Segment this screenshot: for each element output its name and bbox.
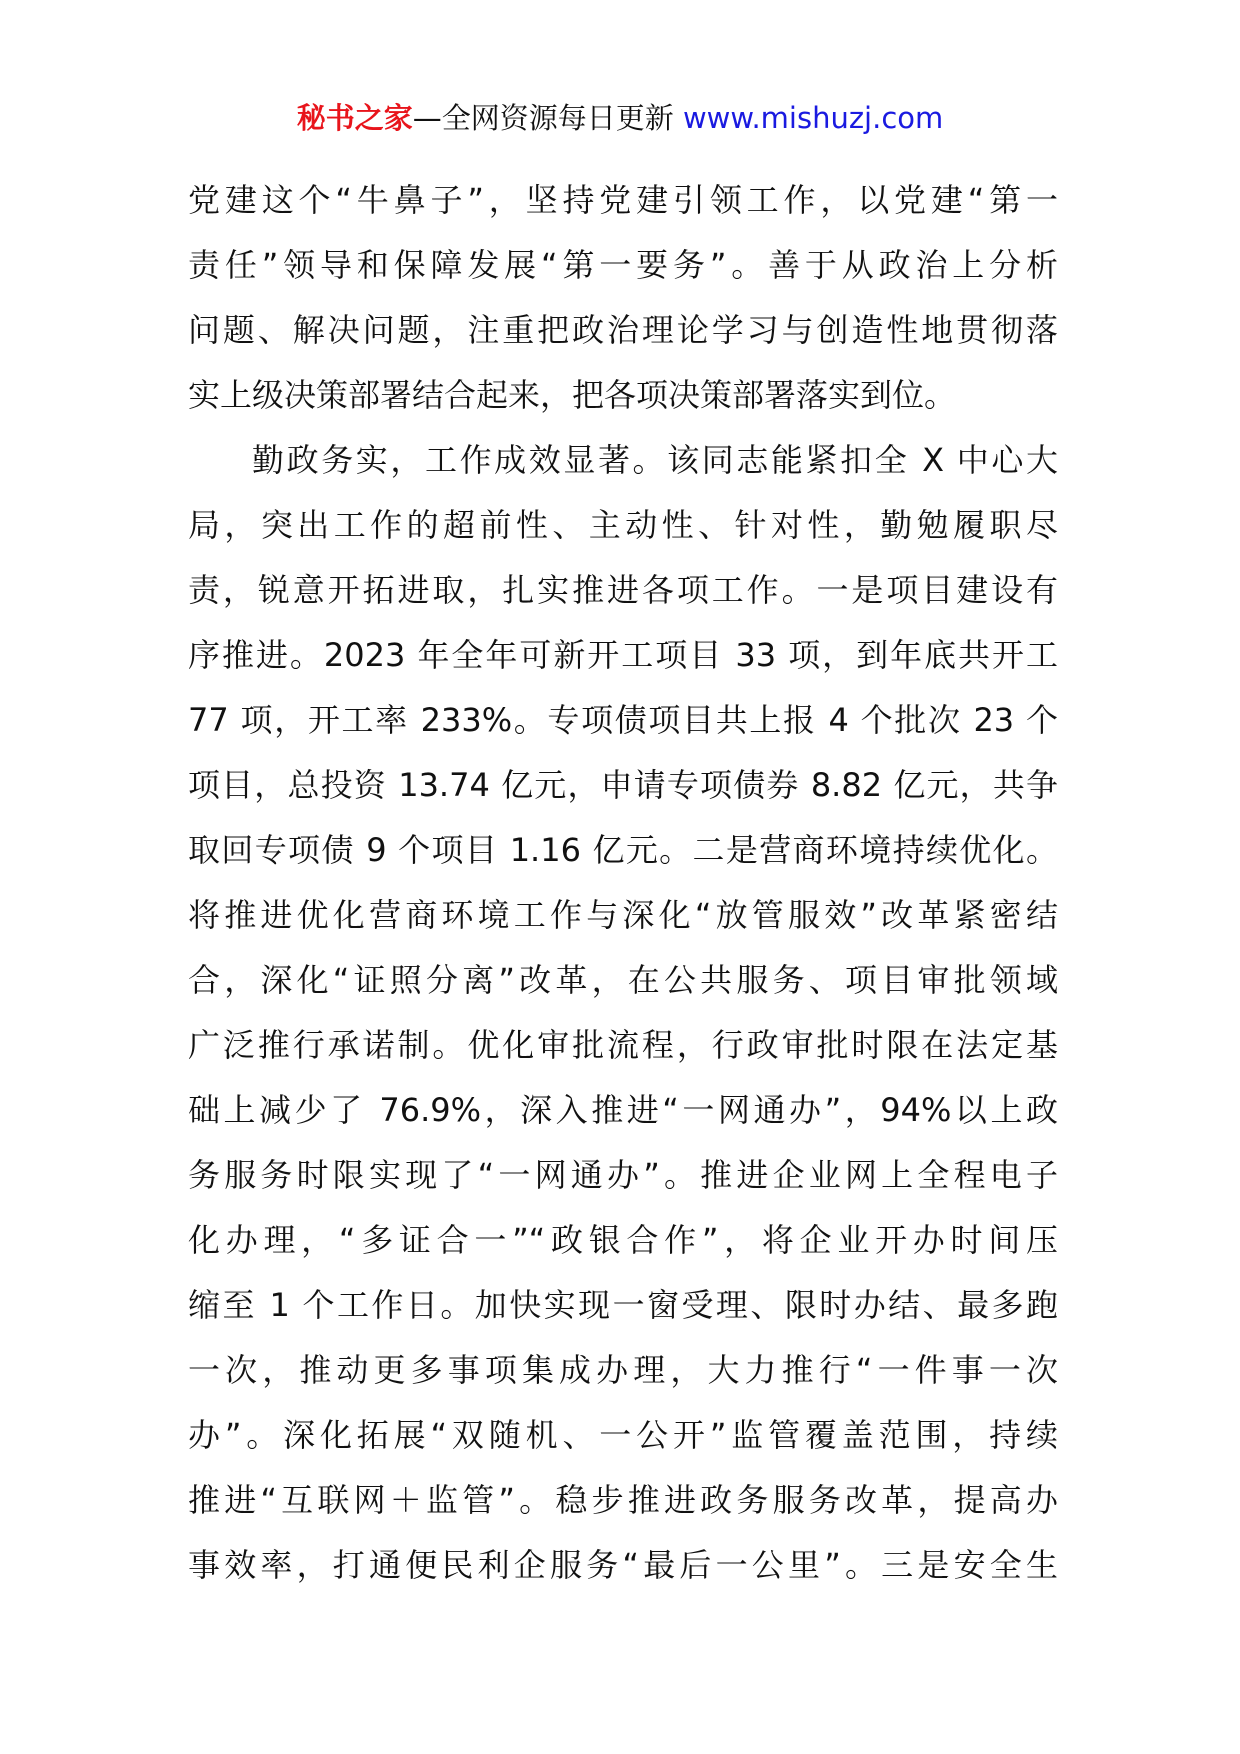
paragraph [188, 428, 1058, 1598]
text-line: 推进“互联网＋监管”。稳步推进政务服务改革，提高办 [188, 1481, 1058, 1519]
text-line: 取回专项债 9 个项目 1.16 亿元。二是营商环境持续优化。 [188, 831, 1058, 869]
text-line: 序推进。2023 年全年可新开工项目 33 项，到年底共开工 [188, 636, 1058, 674]
text-line: 勤政务实，工作成效显著。该同志能紧扣全 X 中心大 [252, 441, 1058, 479]
text-line: 础上减少了 76.9%，深入推进“一网通办”，94%以上政 [188, 1091, 1058, 1129]
text-line: 项目，总投资 13.74 亿元，申请专项债券 8.82 亿元，共争 [188, 766, 1058, 804]
text-line: 务服务时限实现了“一网通办”。推进企业网上全程电子 [188, 1156, 1058, 1194]
site-header [0, 98, 1240, 138]
header-tagline: —全网资源每日更新 [412, 101, 674, 135]
text-line: 化办理，“多证合一”“政银合作”，将企业开办时间压 [188, 1221, 1058, 1259]
text-line: 党建这个“牛鼻子”，坚持党建引领工作，以党建“第一 [188, 181, 1058, 219]
text-line: 问题、解决问题，注重把政治理论学习与创造性地贯彻落 [188, 311, 1058, 349]
paragraph [188, 168, 1058, 428]
text-line: 广泛推行承诺制。优化审批流程，行政审批时限在法定基 [188, 1026, 1058, 1064]
text-line: 77 项，开工率 233%。专项债项目共上报 4 个批次 23 个 [188, 701, 1058, 739]
text-line: 将推进优化营商环境工作与深化“放管服效”改革紧密结 [188, 896, 1058, 934]
text-line: 一次，推动更多事项集成办理，大力推行“一件事一次 [188, 1351, 1058, 1389]
text-line: 责，锐意开拓进取，扎实推进各项工作。一是项目建设有 [188, 571, 1058, 609]
text-line: 责任”领导和保障发展“第一要务”。善于从政治上分析 [188, 246, 1058, 284]
text-line: 合，深化“证照分离”改革，在公共服务、项目审批领域 [188, 961, 1058, 999]
site-url[interactable]: www.mishuzj.com [682, 101, 944, 135]
text-line: 办”。深化拓展“双随机、一公开”监管覆盖范围，持续 [188, 1416, 1058, 1454]
text-line: 缩至 1 个工作日。加快实现一窗受理、限时办结、最多跑 [188, 1286, 1058, 1324]
text-line: 实上级决策部署结合起来，把各项决策部署落实到位。 [188, 376, 957, 414]
brand-name: 秘书之家 [296, 101, 413, 135]
document-body [188, 168, 1058, 1598]
text-line: 事效率，打通便民利企服务“最后一公里”。三是安全生 [188, 1546, 1058, 1584]
text-line: 局，突出工作的超前性、主动性、针对性，勤勉履职尽 [188, 506, 1058, 544]
